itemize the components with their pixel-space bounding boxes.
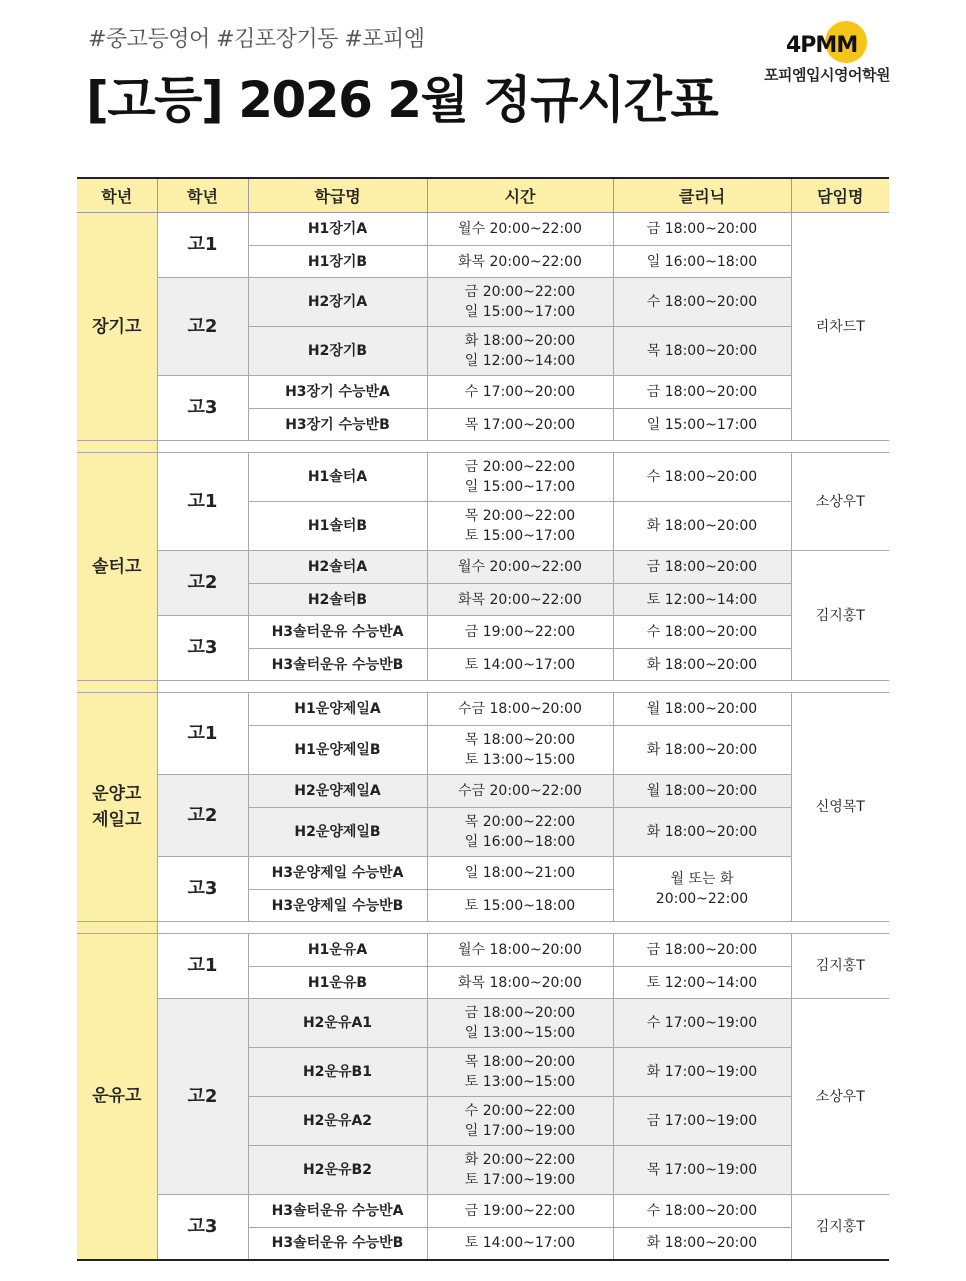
time-cell — [427, 584, 613, 616]
time-cell — [427, 1228, 613, 1260]
header-time: 시간 — [427, 178, 613, 213]
clinic-cell — [613, 409, 791, 441]
header-grade: 학년 — [157, 178, 248, 213]
time-cell — [427, 616, 613, 649]
clinic-line: 토 12:00~14:00 — [646, 974, 758, 991]
class-name-cell: H3솔터운유 수능반B — [248, 649, 427, 681]
time-cell — [427, 1146, 613, 1195]
clinic-line: 20:00~22:00 — [655, 891, 749, 907]
time-cell — [427, 409, 613, 441]
clinic-cell — [613, 857, 791, 922]
time-cell — [427, 934, 613, 967]
clinic-cell — [613, 616, 791, 649]
time-cell — [427, 246, 613, 278]
clinic-cell — [613, 1146, 791, 1195]
time-line: 금 19:00~22:00 — [464, 624, 576, 640]
grade-cell: 고3 — [157, 616, 248, 681]
time-cell — [427, 1097, 613, 1146]
table-row — [77, 278, 889, 327]
time-cell — [427, 551, 613, 584]
time-cell — [427, 327, 613, 376]
time-line: 수금 18:00~20:00 — [458, 701, 582, 717]
clinic-cell — [613, 327, 791, 376]
separator-cell — [157, 922, 889, 934]
clinic-line: 화 18:00~20:00 — [646, 742, 758, 758]
class-name-cell: H1운유A — [248, 934, 427, 967]
table-row — [77, 693, 889, 726]
class-name-cell: H1솔터A — [248, 453, 427, 502]
time-line: 화목 20:00~22:00 — [458, 253, 582, 270]
grade-cell: 고3 — [157, 857, 248, 922]
class-name-cell: H2운유A2 — [248, 1097, 427, 1146]
time-line: 일 13:00~15:00 — [464, 1025, 576, 1041]
time-line: 토 13:00~15:00 — [464, 1074, 576, 1090]
clinic-cell — [613, 246, 791, 278]
time-cell — [427, 890, 613, 922]
clinic-cell — [613, 584, 791, 616]
teacher-cell: 신영목T — [791, 693, 889, 922]
school-name-line: 운유고 — [92, 1086, 142, 1107]
clinic-line: 월 18:00~20:00 — [646, 701, 758, 717]
time-cell — [427, 999, 613, 1048]
time-line: 토 14:00~17:00 — [464, 1235, 576, 1252]
grade-cell: 고1 — [157, 453, 248, 551]
grade-cell: 고1 — [157, 213, 248, 278]
time-line: 토 15:00~18:00 — [464, 897, 576, 914]
separator-cell — [157, 681, 889, 693]
time-line: 일 17:00~19:00 — [464, 1123, 576, 1139]
header-class-name: 학급명 — [248, 178, 427, 213]
class-name-cell: H1운양제일A — [248, 693, 427, 726]
clinic-line: 화 18:00~20:00 — [646, 518, 758, 534]
table-row — [77, 999, 889, 1048]
class-name-cell: H1솔터B — [248, 502, 427, 551]
header-teacher: 담임명 — [791, 178, 889, 213]
grade-cell: 고3 — [157, 1195, 248, 1260]
clinic-cell — [613, 1195, 791, 1228]
time-line: 수금 20:00~22:00 — [458, 783, 582, 799]
time-line: 화 20:00~22:00 — [464, 1152, 576, 1168]
time-line: 수 20:00~22:00 — [464, 1103, 576, 1119]
time-line: 토 15:00~17:00 — [464, 528, 576, 544]
class-name-cell: H2운양제일A — [248, 775, 427, 808]
teacher-cell: 김지홍T — [791, 551, 889, 681]
class-name-cell: H1운유B — [248, 967, 427, 999]
class-name-cell: H3장기 수능반B — [248, 409, 427, 441]
clinic-line: 수 18:00~20:00 — [646, 294, 758, 310]
table-row — [77, 1195, 889, 1228]
teacher-cell: 김지홍T — [791, 1195, 889, 1260]
time-line: 수 17:00~20:00 — [464, 384, 576, 400]
class-name-cell: H3운양제일 수능반B — [248, 890, 427, 922]
time-line: 금 20:00~22:00 — [464, 284, 576, 300]
school-name — [77, 453, 157, 681]
header-row — [77, 178, 889, 213]
clinic-line: 수 18:00~20:00 — [646, 469, 758, 485]
clinic-line: 수 18:00~20:00 — [646, 1203, 758, 1219]
separator-school-cell — [77, 681, 157, 693]
clinic-line: 금 18:00~20:00 — [646, 942, 758, 958]
school-name-line: 장기고 — [92, 316, 142, 337]
time-line: 월수 18:00~20:00 — [458, 942, 582, 958]
clinic-cell — [613, 775, 791, 808]
clinic-cell — [613, 934, 791, 967]
clinic-cell — [613, 1048, 791, 1097]
school-name — [77, 934, 157, 1260]
table-row — [77, 453, 889, 502]
school-name — [77, 693, 157, 922]
table-row — [77, 775, 889, 808]
time-cell — [427, 376, 613, 409]
clinic-line: 목 17:00~19:00 — [646, 1162, 758, 1178]
time-line: 금 20:00~22:00 — [464, 459, 576, 475]
clinic-line: 금 18:00~20:00 — [646, 384, 758, 400]
school-name-line: 운양고 — [92, 784, 142, 804]
clinic-line: 금 17:00~19:00 — [646, 1113, 758, 1129]
hashtags: #중고등영어 #김포장기동 #포피엠 — [88, 27, 425, 52]
time-line: 일 15:00~17:00 — [464, 304, 576, 320]
clinic-line: 수 17:00~19:00 — [646, 1015, 758, 1031]
time-line: 일 18:00~21:00 — [464, 865, 576, 881]
time-line: 목 20:00~22:00 — [464, 508, 576, 524]
time-line: 목 18:00~20:00 — [464, 1054, 576, 1070]
academy-logo — [752, 20, 902, 90]
class-name-cell: H2운유B1 — [248, 1048, 427, 1097]
time-cell — [427, 502, 613, 551]
clinic-line: 화 18:00~20:00 — [646, 824, 758, 840]
time-cell — [427, 775, 613, 808]
grade-cell: 고2 — [157, 999, 248, 1195]
time-cell — [427, 649, 613, 681]
schedule-body — [77, 213, 889, 1260]
class-name-cell: H3솔터운유 수능반A — [248, 616, 427, 649]
teacher-cell: 소상우T — [791, 453, 889, 551]
time-line: 토 13:00~15:00 — [464, 752, 576, 768]
time-cell — [427, 726, 613, 775]
clinic-cell — [613, 967, 791, 999]
class-name-cell: H3솔터운유 수능반B — [248, 1228, 427, 1260]
clinic-line: 화 18:00~20:00 — [646, 1235, 758, 1252]
time-line: 일 16:00~18:00 — [464, 834, 576, 850]
grade-cell: 고2 — [157, 278, 248, 376]
time-cell — [427, 857, 613, 890]
page-title: [고등] 2026 2월 정규시간표 — [86, 71, 718, 129]
time-line: 월수 20:00~22:00 — [458, 221, 582, 237]
class-name-cell: H1운양제일B — [248, 726, 427, 775]
separator-cell — [157, 441, 889, 453]
class-name-cell: H1장기B — [248, 246, 427, 278]
class-name-cell: H2운유A1 — [248, 999, 427, 1048]
school-name-line: 솔터고 — [92, 556, 142, 577]
logo-mark-text: 4PMM — [786, 33, 858, 58]
teacher-cell: 김지홍T — [791, 934, 889, 999]
grade-cell: 고1 — [157, 934, 248, 999]
teacher-cell: 리차드T — [791, 213, 889, 441]
time-line: 일 12:00~14:00 — [464, 353, 576, 369]
class-name-cell: H2장기A — [248, 278, 427, 327]
class-name-cell: H2장기B — [248, 327, 427, 376]
time-cell — [427, 1195, 613, 1228]
clinic-cell — [613, 999, 791, 1048]
time-line: 토 17:00~19:00 — [464, 1172, 576, 1188]
school-name — [77, 213, 157, 441]
class-name-cell: H3솔터운유 수능반A — [248, 1195, 427, 1228]
table-row — [77, 857, 889, 890]
clinic-cell — [613, 551, 791, 584]
table-row — [77, 616, 889, 649]
clinic-cell — [613, 808, 791, 857]
class-name-cell: H2운양제일B — [248, 808, 427, 857]
clinic-line: 월 또는 화 — [670, 871, 734, 887]
clinic-cell — [613, 726, 791, 775]
clinic-line: 월 18:00~20:00 — [646, 783, 758, 799]
time-cell — [427, 808, 613, 857]
class-name-cell: H2운유B2 — [248, 1146, 427, 1195]
table-row — [77, 934, 889, 967]
clinic-cell — [613, 1228, 791, 1260]
logo-mark-icon — [784, 20, 874, 64]
separator-school-cell — [77, 922, 157, 934]
clinic-line: 화 17:00~19:00 — [646, 1064, 758, 1080]
grade-cell: 고3 — [157, 376, 248, 441]
time-line: 화목 18:00~20:00 — [458, 974, 582, 991]
section-separator — [77, 681, 889, 693]
class-name-cell: H2솔터B — [248, 584, 427, 616]
clinic-cell — [613, 278, 791, 327]
time-line: 금 19:00~22:00 — [464, 1203, 576, 1219]
academy-name: 포피엠입시영어학원 — [764, 66, 890, 84]
time-line: 목 20:00~22:00 — [464, 814, 576, 830]
class-name-cell: H2솔터A — [248, 551, 427, 584]
schedule-table — [77, 177, 889, 1261]
grade-cell: 고2 — [157, 551, 248, 616]
clinic-cell — [613, 649, 791, 681]
clinic-line: 금 18:00~20:00 — [646, 221, 758, 237]
clinic-line: 목 18:00~20:00 — [646, 343, 758, 359]
time-line: 목 18:00~20:00 — [464, 732, 576, 748]
clinic-line: 토 12:00~14:00 — [646, 591, 758, 608]
clinic-line: 일 15:00~17:00 — [646, 416, 758, 433]
table-row — [77, 551, 889, 584]
time-cell — [427, 1048, 613, 1097]
clinic-cell — [613, 213, 791, 246]
clinic-line: 수 18:00~20:00 — [646, 624, 758, 640]
section-separator — [77, 922, 889, 934]
time-cell — [427, 967, 613, 999]
clinic-cell — [613, 376, 791, 409]
class-name-cell: H1장기A — [248, 213, 427, 246]
time-cell — [427, 213, 613, 246]
clinic-cell — [613, 693, 791, 726]
clinic-line: 화 18:00~20:00 — [646, 656, 758, 673]
time-line: 토 14:00~17:00 — [464, 656, 576, 673]
time-cell — [427, 453, 613, 502]
class-name-cell: H3장기 수능반A — [248, 376, 427, 409]
time-cell — [427, 693, 613, 726]
teacher-cell: 소상우T — [791, 999, 889, 1195]
table-row — [77, 213, 889, 246]
clinic-line: 금 18:00~20:00 — [646, 559, 758, 575]
clinic-line: 일 16:00~18:00 — [646, 253, 758, 270]
time-line: 화목 20:00~22:00 — [458, 591, 582, 608]
time-cell — [427, 278, 613, 327]
class-name-cell: H3운양제일 수능반A — [248, 857, 427, 890]
time-line: 목 17:00~20:00 — [464, 416, 576, 433]
grade-cell: 고1 — [157, 693, 248, 775]
time-line: 금 18:00~20:00 — [464, 1005, 576, 1021]
time-line: 일 15:00~17:00 — [464, 479, 576, 495]
time-line: 화 18:00~20:00 — [464, 333, 576, 349]
header-clinic: 클리닉 — [613, 178, 791, 213]
separator-school-cell — [77, 441, 157, 453]
time-line: 월수 20:00~22:00 — [458, 559, 582, 575]
header-school: 학년 — [77, 178, 157, 213]
clinic-cell — [613, 1097, 791, 1146]
table-row — [77, 376, 889, 409]
section-separator — [77, 441, 889, 453]
clinic-cell — [613, 453, 791, 502]
clinic-cell — [613, 502, 791, 551]
school-name-line: 제일고 — [92, 810, 142, 830]
grade-cell: 고2 — [157, 775, 248, 857]
